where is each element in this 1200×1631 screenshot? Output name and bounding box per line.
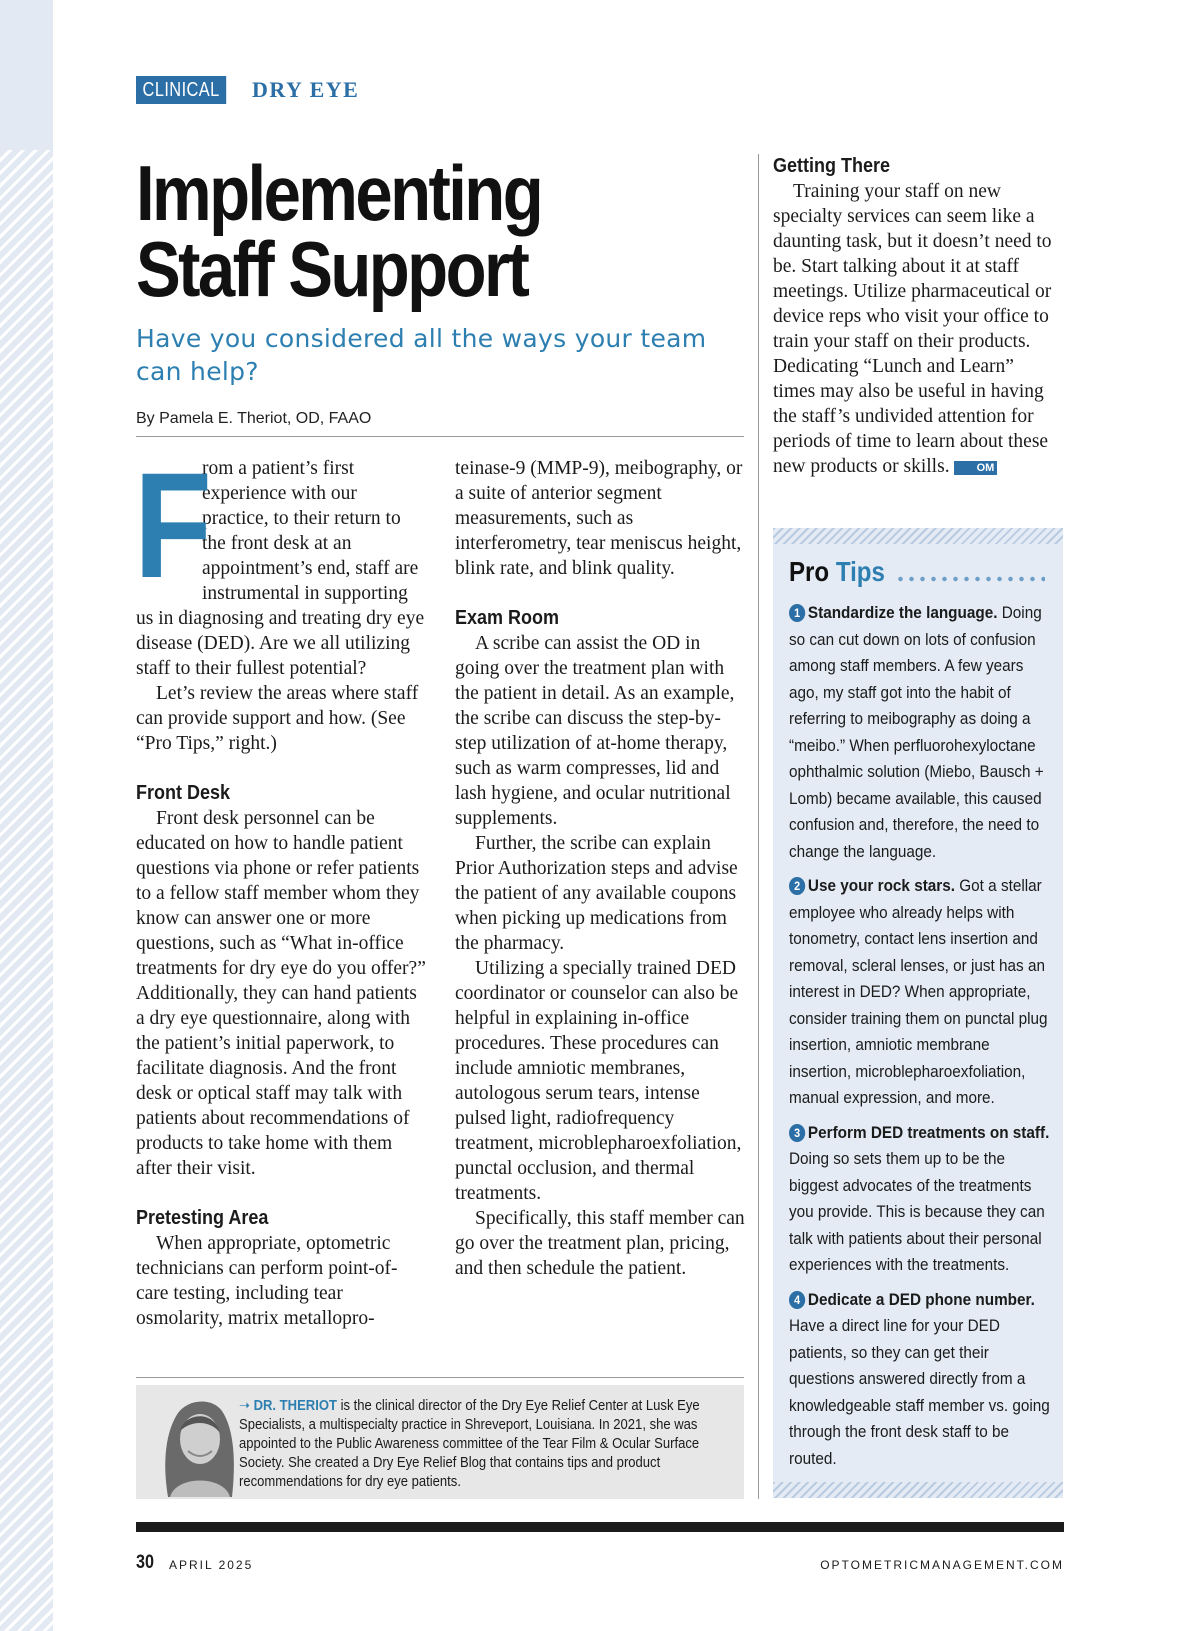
column-divider bbox=[758, 154, 759, 1499]
tip-lead: Standardize the language. bbox=[807, 603, 998, 622]
pro-tips-box bbox=[773, 528, 1063, 1498]
tip-text: Got a stellar employee who already helps with tonometry, contact lens insertion and removal, scleral lenses, or just has an interest in DED? When appropriate, consider training them on punctal plug insertion, amniotic membrane insertion, microblepharoexfoliation, manual expression, and more. bbox=[789, 876, 1048, 1107]
author-bio bbox=[136, 1385, 744, 1499]
column-2 bbox=[455, 456, 745, 1281]
end-mark-icon: OM bbox=[954, 461, 998, 475]
exam-room-paragraph-3: Utilizing a specially trained DED coordinator or counselor can also be helpful in explaining in-office procedures. These procedures can include amniotic membranes, autologous serum tears, intense pulsed light, radiofrequency treatment, microblepharoexfoliation, punctal occlusion, and thermal treatments. bbox=[455, 958, 742, 1204]
getting-there-paragraph bbox=[773, 179, 1061, 479]
tip-lead: Perform DED treatments on staff. bbox=[807, 1122, 1050, 1142]
dotted-leader bbox=[895, 576, 1045, 582]
tip-text: Have a direct line for your DED patients, so they can get their questions answered directly from a knowledgeable staff member vs. going through the front desk staff to be routed. bbox=[789, 1316, 1050, 1468]
tip-item bbox=[789, 600, 1051, 865]
author-photo bbox=[148, 1391, 248, 1497]
column-1 bbox=[134, 441, 428, 1331]
bio-divider bbox=[136, 1377, 744, 1378]
pro-tips-top-hatch bbox=[773, 528, 1063, 544]
tip-text: Doing so sets them up to be the biggest advocates of the treatments you provide. This is because they can talk with patients about their personal experiences with the treatments. bbox=[789, 1149, 1045, 1274]
pro-tips-bottom-hatch bbox=[773, 1482, 1063, 1498]
pretesting-continued: teinase-9 (MMP-9), meibography, or a suite of anterior segment measurements, such as interferometry, tear meniscus height, blink rate, and blink quality. bbox=[455, 458, 743, 579]
pro-tips-title-b: Tips bbox=[835, 556, 885, 587]
tip-item bbox=[789, 873, 1051, 1112]
dropcap: F bbox=[134, 441, 212, 609]
footer-rule bbox=[136, 1522, 1064, 1532]
intro-text: rom a patient’s first experience with our practice, to their return to the front desk at an appointment’s end, staff are instrumental in supporting us in diagnosing and treating dry eye disease (DED). Are we all utilizing staff to their fullest potential? bbox=[136, 458, 425, 679]
issue-date: APRIL 2025 bbox=[169, 1558, 254, 1572]
pretesting-paragraph: When appropriate, optometric technicians can perform point-of-care testing, including tear osmolarity, matrix metallopro- bbox=[136, 1233, 398, 1329]
tip-lead: Dedicate a DED phone number. bbox=[807, 1289, 1035, 1309]
bio-text bbox=[239, 1397, 707, 1492]
pro-tips-list bbox=[789, 600, 1051, 1480]
tip-item bbox=[789, 1287, 1051, 1473]
bio-body: is the clinical director of the Dry Eye Relief Center at Lusk Eye Specialists, a multispecialty practice in Shreveport, Louisiana. In 2021, she was appointed to the Public Awareness committee of the Tear Film & Ocular Surface Society. She created a Dry Eye Relief Blog that contains tips and product recommendations for dry eye patients. bbox=[239, 1398, 700, 1490]
intro-paragraph bbox=[134, 441, 428, 681]
byline: By Pamela E. Theriot, OD, FAAO bbox=[136, 410, 372, 427]
article-subtitle: Have you considered all the ways your team can help? bbox=[136, 324, 707, 386]
tip-lead: Use your rock stars. bbox=[807, 876, 956, 895]
site-url: OPTOMETRICMANAGEMENT.COM bbox=[820, 1558, 1064, 1572]
pro-tips-title-a: Pro bbox=[789, 556, 830, 587]
front-desk-paragraph: Front desk personnel can be educated on how to handle patient questions via phone or refer patients to a fellow staff member whom they know can answer one or more questions, such as “What in-office treatments for dry eye do you offer?” Additionally, they can hand patients a dry eye questionnaire, along with the patient’s initial paperwork, to facilitate diagnosis. And the front desk or optical staff may talk with patients about recommendations of products to take home with them after their visit. bbox=[136, 808, 426, 1179]
tip-number-icon: 2 bbox=[789, 877, 805, 895]
heading-pretesting: Pretesting Area bbox=[136, 1207, 269, 1229]
title-divider bbox=[136, 436, 744, 437]
heading-exam-room: Exam Room bbox=[455, 607, 560, 629]
exam-room-paragraph-4: Specifically, this staff member can go over the treatment plan, pricing, and then schedule the patient. bbox=[455, 1208, 745, 1279]
section-tag bbox=[136, 76, 359, 104]
exam-room-paragraph-1: A scribe can assist the OD in going over the treatment plan with the patient in detail. As an example, the scribe can discuss the step-by-step utilization of at-home therapy, such as warm compresses, lid and lash hygiene, and ocular nutritional supplements. bbox=[455, 633, 735, 829]
page-edge-hatch bbox=[0, 150, 53, 1631]
page-number: 30 bbox=[136, 1552, 154, 1573]
section-label: CLINICAL bbox=[136, 76, 226, 104]
tip-item bbox=[789, 1120, 1051, 1279]
pro-tips-title bbox=[789, 556, 885, 588]
bio-name: DR. THERIOT bbox=[253, 1398, 337, 1414]
heading-front-desk: Front Desk bbox=[136, 782, 231, 804]
column-3 bbox=[773, 154, 1061, 479]
topic-label: DRY EYE bbox=[252, 77, 360, 102]
tip-number-icon: 3 bbox=[789, 1124, 805, 1142]
intro-paragraph-2: Let’s review the areas where staff can provide support and how. (See “Pro Tips,” right.) bbox=[136, 683, 419, 754]
tip-text: Doing so can cut down on lots of confusion among staff members. A few years ago, my staff got into the habit of referring to meibography as doing a “meibo.” When perfluorohexyloctane ophthalmic solution (Miebo, Bausch + Lomb) became available, this caused confusion and, therefore, the need to change the language. bbox=[789, 603, 1044, 861]
getting-there-text: Training your staff on new specialty services can seem like a daunting task, but it doesn’t need to be. Start talking about it at staff meetings. Utilize pharmaceutical or device reps who visit your office to train your staff on their products. Dedicating “Lunch and Learn” times may also be useful in having the staff’s undivided attention for periods of time to learn about these new products or skills. bbox=[773, 181, 1052, 477]
heading-getting-there: Getting There bbox=[773, 155, 891, 177]
article-title: Implementing Staff Support bbox=[136, 149, 542, 313]
tip-number-icon: 4 bbox=[789, 1291, 805, 1309]
exam-room-paragraph-2: Further, the scribe can explain Prior Authorization steps and advise the patient of any available coupons when picking up medications from the pharmacy. bbox=[455, 833, 738, 954]
arrow-icon: ➝ bbox=[239, 1398, 250, 1414]
tip-number-icon: 1 bbox=[789, 604, 805, 622]
